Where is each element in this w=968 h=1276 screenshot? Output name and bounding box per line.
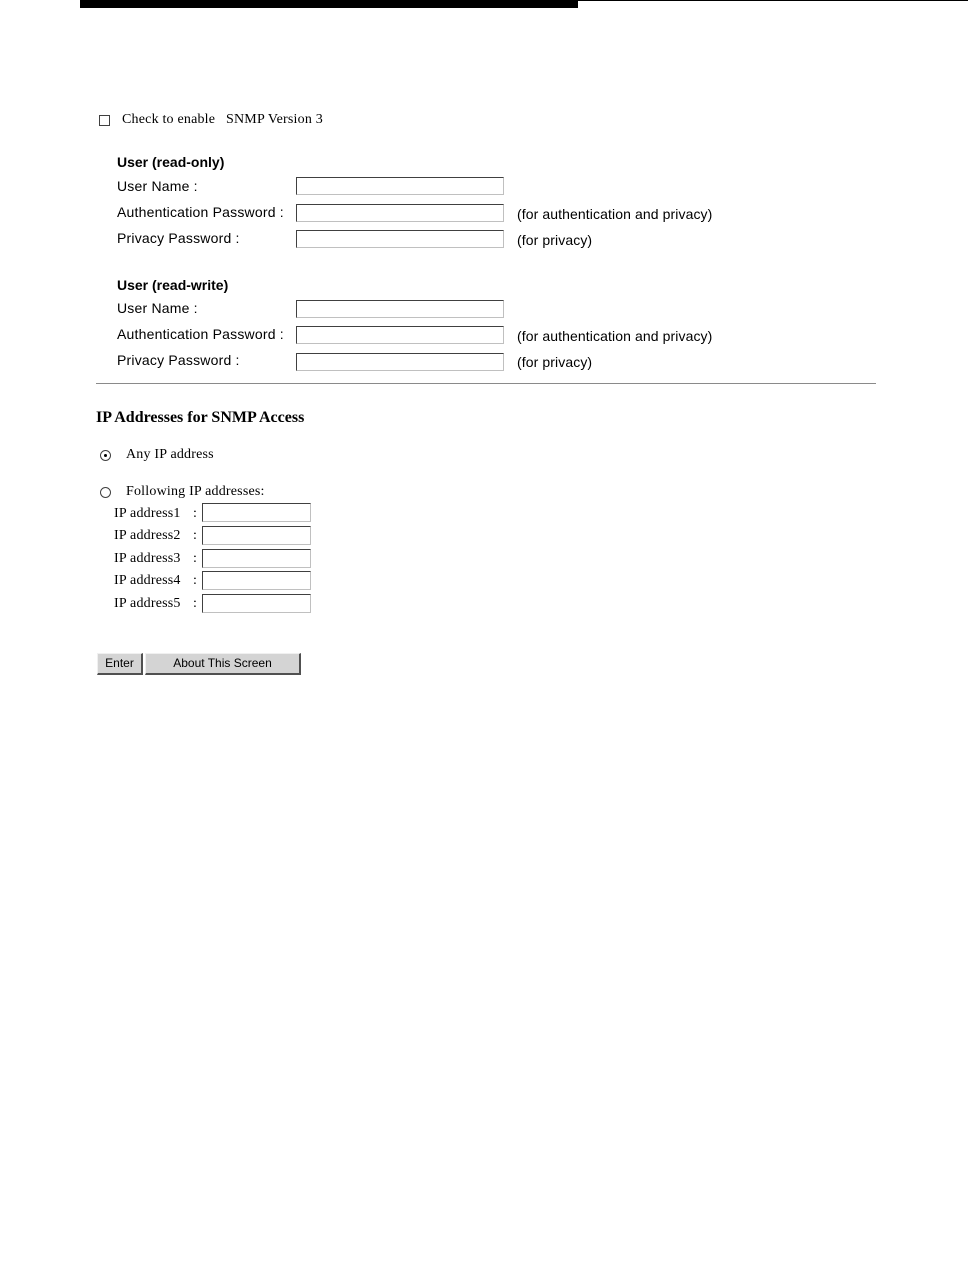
ip-address1-input[interactable] — [202, 503, 311, 522]
ro-auth-note: (for authentication and privacy) — [517, 206, 713, 222]
rw-auth-password-input[interactable] — [296, 326, 504, 344]
ip-address-separator: : — [193, 596, 198, 611]
ip-address3-input[interactable] — [202, 549, 311, 568]
ip-address-separator: : — [193, 573, 198, 588]
section-divider — [96, 383, 876, 384]
ro-privacy-note: (for privacy) — [517, 232, 593, 248]
header-rule-thin — [578, 0, 968, 1]
read-write-user-heading: User (read-write) — [117, 277, 229, 293]
ro-privacy-password-label: Privacy Password : — [117, 230, 240, 246]
header-rule-thick — [80, 0, 578, 8]
read-only-user-heading: User (read-only) — [117, 154, 225, 170]
ip-address2-input[interactable] — [202, 526, 311, 545]
rw-auth-note: (for authentication and privacy) — [517, 328, 713, 344]
ip-address-separator: : — [193, 528, 198, 543]
rw-privacy-password-label: Privacy Password : — [117, 352, 240, 368]
ro-auth-password-input[interactable] — [296, 204, 504, 222]
ro-user-name-input[interactable] — [296, 177, 504, 195]
ro-privacy-password-input[interactable] — [296, 230, 504, 248]
ip-address-label: IP address1 — [114, 506, 181, 521]
following-ip-radio[interactable] — [100, 487, 111, 498]
rw-privacy-password-input[interactable] — [296, 353, 504, 371]
ip-access-heading: IP Addresses for SNMP Access — [96, 409, 305, 426]
ip-address-label: IP address3 — [114, 551, 181, 566]
ip-address5-input[interactable] — [202, 594, 311, 613]
following-ip-label: Following IP addresses: — [126, 484, 265, 499]
ip-address4-input[interactable] — [202, 571, 311, 590]
ip-address-label: IP address4 — [114, 573, 181, 588]
ip-address-label: IP address5 — [114, 596, 181, 611]
rw-user-name-input[interactable] — [296, 300, 504, 318]
rw-user-name-label: User Name : — [117, 300, 198, 316]
ip-address-separator: : — [193, 506, 198, 521]
about-this-screen-button[interactable]: About This Screen — [145, 653, 301, 675]
enable-snmpv3-label: Check to enable — [122, 112, 216, 127]
ip-address-separator: : — [193, 551, 198, 566]
any-ip-radio[interactable] — [100, 450, 111, 461]
ro-user-name-label: User Name : — [117, 178, 198, 194]
rw-auth-password-label: Authentication Password : — [117, 326, 284, 342]
snmp-version-label: SNMP Version 3 — [226, 112, 323, 127]
enable-snmpv3-checkbox[interactable] — [99, 115, 110, 126]
ip-address-label: IP address2 — [114, 528, 181, 543]
rw-privacy-note: (for privacy) — [517, 354, 593, 370]
enter-button[interactable]: Enter — [97, 653, 143, 675]
ro-auth-password-label: Authentication Password : — [117, 204, 284, 220]
any-ip-label: Any IP address — [126, 447, 214, 462]
